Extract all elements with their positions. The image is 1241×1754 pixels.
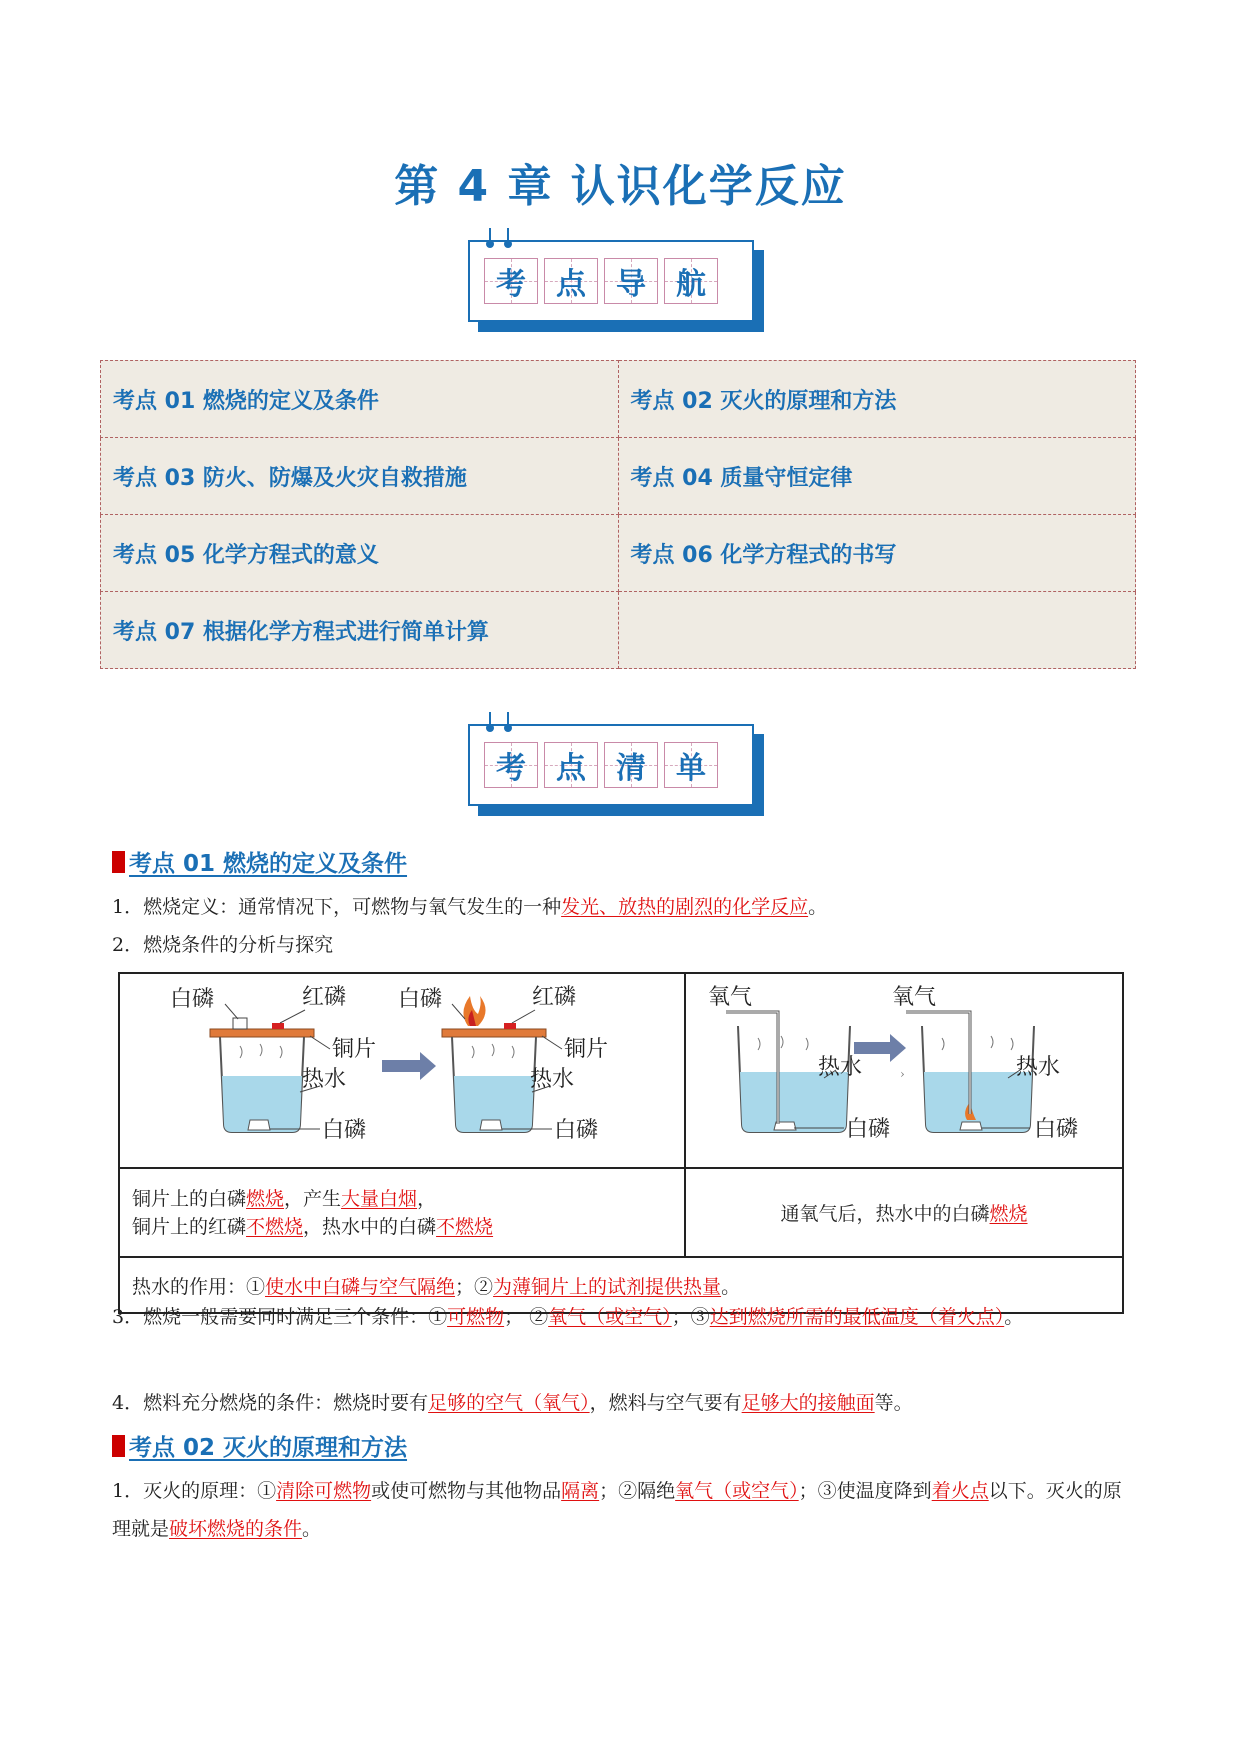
answer: 燃烧 bbox=[246, 1187, 285, 1210]
answer: 清除可燃物 bbox=[276, 1480, 372, 1502]
nav-item-empty bbox=[618, 592, 1136, 669]
section-heading: 考点 01 燃烧的定义及条件 bbox=[112, 845, 407, 878]
fig-label: 红磷 bbox=[532, 985, 577, 1010]
section-mark-icon bbox=[112, 1435, 125, 1457]
paragraph: 4．燃料充分燃烧的条件：燃烧时要有足够的空气（氧气），燃料与空气要有足够大的接触面等。 bbox=[112, 1392, 913, 1414]
answer: 使水中白磷与空气隔绝 bbox=[265, 1275, 456, 1298]
badge-char: 清 bbox=[616, 751, 646, 786]
answer: 氧气（或空气） bbox=[548, 1306, 672, 1328]
pin-icon bbox=[486, 712, 494, 732]
fig-label: 热水 bbox=[530, 1067, 575, 1092]
fig-label: 白磷 bbox=[554, 1118, 599, 1143]
nav-item[interactable]: 考点 03 防火、防爆及火灾自救措施 bbox=[101, 438, 619, 515]
badge-char: 单 bbox=[676, 751, 706, 786]
paragraph: 2．燃烧条件的分析与探究 bbox=[112, 934, 334, 956]
fig-label: 铜片 bbox=[332, 1037, 377, 1062]
fig-label: 白磷 bbox=[1034, 1117, 1079, 1142]
answer: 着火点 bbox=[931, 1480, 989, 1502]
experiment-table bbox=[118, 972, 1124, 1314]
badge-char: 导 bbox=[616, 267, 646, 302]
pin-icon bbox=[486, 228, 494, 248]
paragraph: 1．灭火的原理：①清除可燃物或使可燃物与其他物品隔离；②隔绝氧气（或空气）；③使温度降到着火点以下。灭火的原理就是破坏燃烧的条件。 bbox=[112, 1480, 1122, 1540]
chapter-title: 第 4 章 认识化学反应 bbox=[394, 161, 847, 212]
badge-char: 考 bbox=[496, 267, 526, 302]
paragraph: 1．燃烧定义：通常情况下，可燃物与氧气发生的一种发光、放热的剧烈的化学反应。 bbox=[112, 896, 828, 918]
badge-exam-list bbox=[468, 724, 764, 816]
fig-label: 氧气 bbox=[708, 985, 753, 1010]
answer: 足够的空气（氧气） bbox=[428, 1392, 590, 1414]
answer: 氧气（或空气） bbox=[675, 1480, 799, 1502]
fig-label: 白磷 bbox=[846, 1117, 891, 1142]
fig-label: 铜片 bbox=[564, 1037, 609, 1062]
fig-label: 白磷 bbox=[398, 987, 443, 1012]
fig-label: 热水 bbox=[302, 1067, 347, 1092]
pin-icon bbox=[504, 712, 512, 732]
experiment-figure-2 bbox=[685, 973, 1123, 1168]
nav-item[interactable]: 考点 02 灭火的原理和方法 bbox=[618, 361, 1136, 438]
answer: 大量白烟 bbox=[341, 1187, 418, 1210]
answer: 隔离 bbox=[561, 1480, 600, 1502]
paragraph: 3．燃烧一般需要同时满足三个条件：①可燃物； ②氧气（或空气）；③达到燃烧所需的最低温度（着火点）。 bbox=[112, 1306, 1024, 1328]
badge-char: 航 bbox=[676, 267, 706, 302]
answer: 足够大的接触面 bbox=[741, 1392, 875, 1414]
answer: 不燃烧 bbox=[246, 1215, 304, 1238]
answer: 不燃烧 bbox=[436, 1215, 494, 1238]
nav-item[interactable]: 考点 04 质量守恒定律 bbox=[618, 438, 1136, 515]
section-heading: 考点 02 灭火的原理和方法 bbox=[112, 1429, 407, 1462]
fig-label: 热水 bbox=[818, 1055, 863, 1080]
experiment-figure-1 bbox=[119, 973, 685, 1168]
nav-item[interactable]: 考点 06 化学方程式的书写 bbox=[618, 515, 1136, 592]
nav-item[interactable]: 考点 01 燃烧的定义及条件 bbox=[101, 361, 619, 438]
badge-char: 点 bbox=[556, 751, 586, 786]
fig-label: 红磷 bbox=[302, 985, 347, 1010]
answer: 为薄铜片上的试剂提供热量 bbox=[493, 1275, 722, 1298]
oxygen-apparatus-figure bbox=[686, 974, 1122, 1162]
observation-cell-right: 通氧气后，热水中的白磷燃烧 bbox=[685, 1168, 1123, 1257]
answer: 破坏燃烧的条件 bbox=[169, 1518, 303, 1540]
topic-nav-table bbox=[100, 360, 1136, 669]
observation-cell-left: 铜片上的白磷燃烧，产生大量白烟， 铜片上的红磷不燃烧，热水中的白磷不燃烧 bbox=[119, 1168, 685, 1257]
combustion-apparatus-figure bbox=[120, 974, 684, 1162]
answer: 燃烧 bbox=[989, 1203, 1028, 1225]
svg-text:›: › bbox=[900, 1067, 905, 1081]
badge-char: 点 bbox=[556, 267, 586, 302]
nav-item[interactable]: 考点 05 化学方程式的意义 bbox=[101, 515, 619, 592]
fig-label: 白磷 bbox=[170, 987, 215, 1012]
answer: 可燃物 bbox=[447, 1306, 505, 1328]
answer: 达到燃烧所需的最低温度（着火点） bbox=[709, 1306, 1005, 1328]
hot-water-role-cell: 热水的作用：①使水中白磷与空气隔绝；②为薄铜片上的试剂提供热量。 bbox=[119, 1257, 1123, 1313]
fig-label: 白磷 bbox=[322, 1118, 367, 1143]
badge-char: 考 bbox=[496, 751, 526, 786]
fig-label: 氧气 bbox=[892, 985, 937, 1010]
section-mark-icon bbox=[112, 851, 125, 873]
badge-exam-nav bbox=[468, 240, 764, 332]
fig-label: 热水 bbox=[1016, 1055, 1061, 1080]
answer: 发光、放热的剧烈的化学反应 bbox=[561, 896, 809, 918]
pin-icon bbox=[504, 228, 512, 248]
nav-item[interactable]: 考点 07 根据化学方程式进行简单计算 bbox=[101, 592, 619, 669]
